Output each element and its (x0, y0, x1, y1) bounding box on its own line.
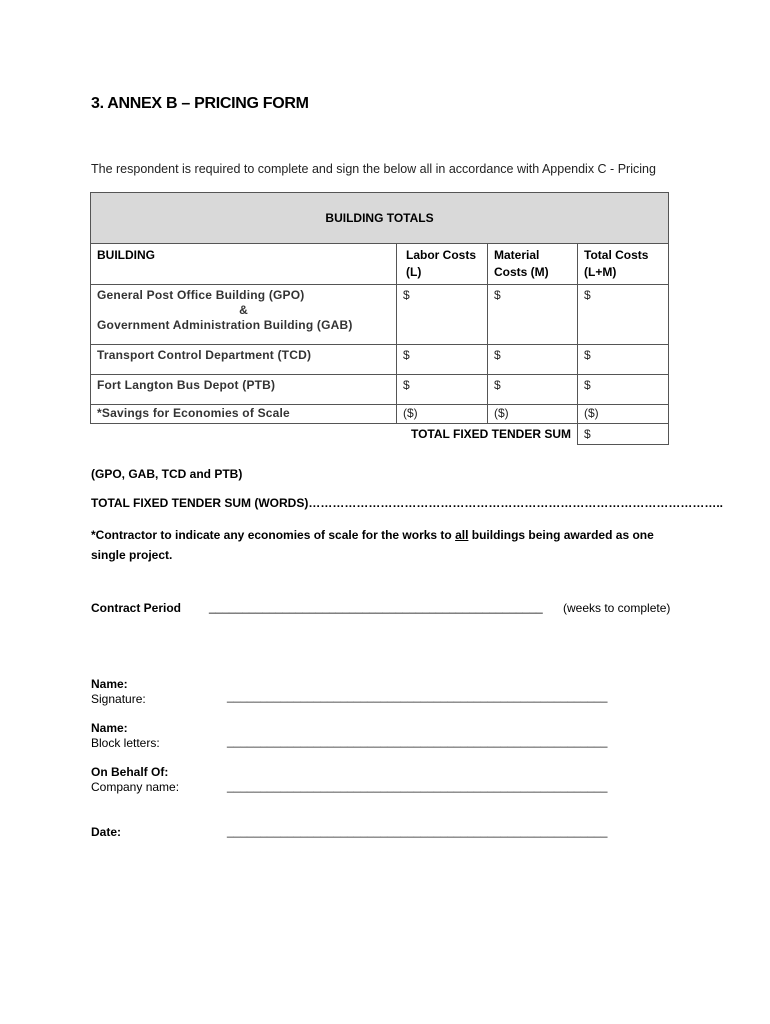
emphasis-all: all (455, 528, 469, 542)
page-title: 3. ANNEX B – PRICING FORM (91, 95, 309, 112)
building-name: Government Administration Building (GAB) (97, 318, 353, 332)
table-row (91, 285, 669, 345)
contract-period-field[interactable]: __________________________________________________ (209, 600, 543, 614)
labor-savings-cell[interactable]: ($) (397, 405, 488, 424)
building-totals-header: BUILDING TOTALS (91, 193, 669, 244)
col-building-header: BUILDING (91, 244, 397, 285)
material-cost-cell[interactable]: $ (488, 345, 578, 375)
labor-cost-cell[interactable]: $ (397, 375, 488, 405)
intro-text: The respondent is required to complete and sign the below all in accordance with Appendix C - Pricing (91, 162, 656, 176)
total-cost-cell[interactable]: $ (578, 345, 669, 375)
company-name-label: On Behalf Of: Company name: (91, 765, 180, 794)
block-letters-field[interactable]: _________________________________________________________ (227, 734, 608, 748)
building-name: Transport Control Department (TCD) (91, 345, 397, 375)
contract-period-suffix: (weeks to complete) (563, 601, 671, 615)
building-name-cell (91, 285, 397, 345)
savings-label: *Savings for Economies of Scale (91, 405, 397, 424)
table-row (91, 405, 669, 424)
contract-period-label: Contract Period (91, 601, 182, 615)
total-fixed-tender-sum-label: TOTAL FIXED TENDER SUM (410, 427, 571, 441)
total-cost-cell[interactable]: $ (578, 285, 669, 345)
block-letters-label: Name: Block letters: (91, 721, 160, 750)
signature-label: Name: Signature: (91, 677, 146, 706)
labor-cost-cell[interactable]: $ (397, 285, 488, 345)
company-name-field[interactable]: _________________________________________________________ (227, 779, 608, 793)
material-cost-cell[interactable]: $ (488, 285, 578, 345)
labor-cost-cell[interactable]: $ (397, 345, 488, 375)
signature-field[interactable]: _________________________________________________________ (227, 689, 608, 703)
tender-sum-words[interactable]: TOTAL FIXED TENDER SUM (WORDS)………………………………………………………………………………………….. (91, 496, 723, 510)
contractor-note: *Contractor to indicate any economies of scale for the works to all buildings being awarded as one single project. (91, 528, 654, 562)
scope-note: (GPO, GAB, TCD and PTB) (91, 467, 243, 481)
date-field[interactable]: _________________________________________________________ (227, 824, 608, 838)
total-fixed-tender-sum-value[interactable]: $ (578, 424, 669, 445)
ampersand: & (239, 303, 248, 317)
table-row (91, 375, 669, 405)
pricing-table (90, 192, 669, 445)
building-name: General Post Office Building (GPO) (97, 288, 305, 302)
material-cost-cell[interactable]: $ (488, 375, 578, 405)
date-label: Date: (91, 825, 122, 839)
total-cost-cell[interactable]: $ (578, 375, 669, 405)
building-name: Fort Langton Bus Depot (PTB) (91, 375, 397, 405)
col-labor-header: Labor Costs (L) (397, 244, 488, 285)
col-material-header: Material Costs (M) (488, 244, 578, 285)
table-row (91, 345, 669, 375)
material-savings-cell[interactable]: ($) (488, 405, 578, 424)
total-savings-cell[interactable]: ($) (578, 405, 669, 424)
col-total-header: Total Costs (L+M) (578, 244, 669, 285)
total-row (91, 424, 669, 445)
